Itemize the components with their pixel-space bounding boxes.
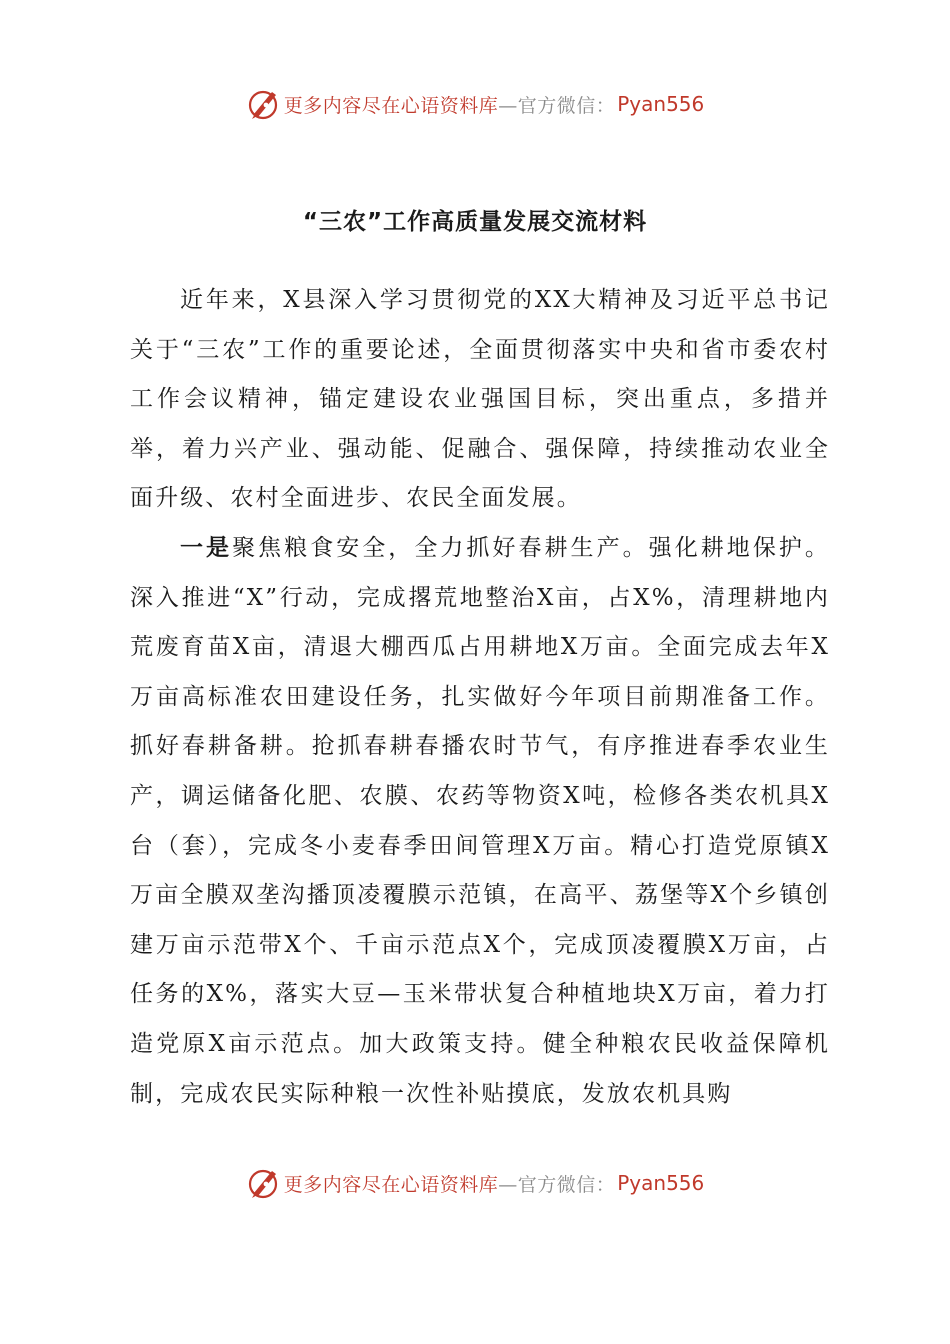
paragraph-text: 聚焦粮食安全，全力抓好春耕生产。强化耕地保护。深入推进“X”行动，完成撂荒地整治X亩，占X%，清理耕地内荒废育苗X亩，清退大棚西瓜占用耕地X万亩。全面完成去年X万亩高标准农田建设任务，扎实做好今年项目前期准备工作。抓好春耕备耕。抢抓春耕春播农时节气，有序推进春季农业生产，调运储备化肥、农膜、农药等物资X吨，检修各类农机具X台（套），完成冬小麦春季田间管理X万亩。精心打造党原镇X万亩全膜双垄沟播顶凌覆膜示范镇，在高平、荔堡等X个乡镇创建万亩示范带X个、千亩示范点X个，完成顶凌覆膜X万亩，占任务的X%，落实大豆—玉米带状复合种植地块X万亩，着力打造党原X亩示范点。加大政策支持。健全种粮农民收益保障机制，完成农民实际种粮一次性补贴摸底，发放农机具购 <box>130 534 830 1107</box>
paragraph <box>130 276 830 524</box>
paragraph-text: 近年来，X县深入学习贯彻党的XX大精神及习近平总书记关于“三农”工作的重要论述，全面贯彻落实中央和省市委农村工作会议精神，锚定建设农业强国目标，突出重点，多措并举，着力兴产业、强动能、促融合、强保障，持续推动农业全面升级、农村全面进步、农民全面发展。 <box>130 287 830 512</box>
paragraph-lead: 一是 <box>180 534 233 561</box>
banner-wechat-id: Pyan556 <box>617 92 705 116</box>
header-banner <box>0 84 950 124</box>
document-title: “三农”工作高质量发展交流材料 <box>302 209 648 235</box>
paragraph <box>130 524 830 1119</box>
pen-logo-icon <box>246 86 282 122</box>
pen-logo-icon <box>246 1165 282 1201</box>
banner-wechat-label: —官方微信： <box>498 1173 616 1196</box>
banner-brand-text: 更多内容尽在心语资料库 <box>283 1173 499 1196</box>
banner-wechat-id: Pyan556 <box>617 1171 705 1195</box>
banner-wechat-label: —官方微信： <box>498 94 616 117</box>
footer-banner <box>0 1163 950 1203</box>
document-body <box>130 276 830 1119</box>
banner-brand-text: 更多内容尽在心语资料库 <box>283 94 499 117</box>
